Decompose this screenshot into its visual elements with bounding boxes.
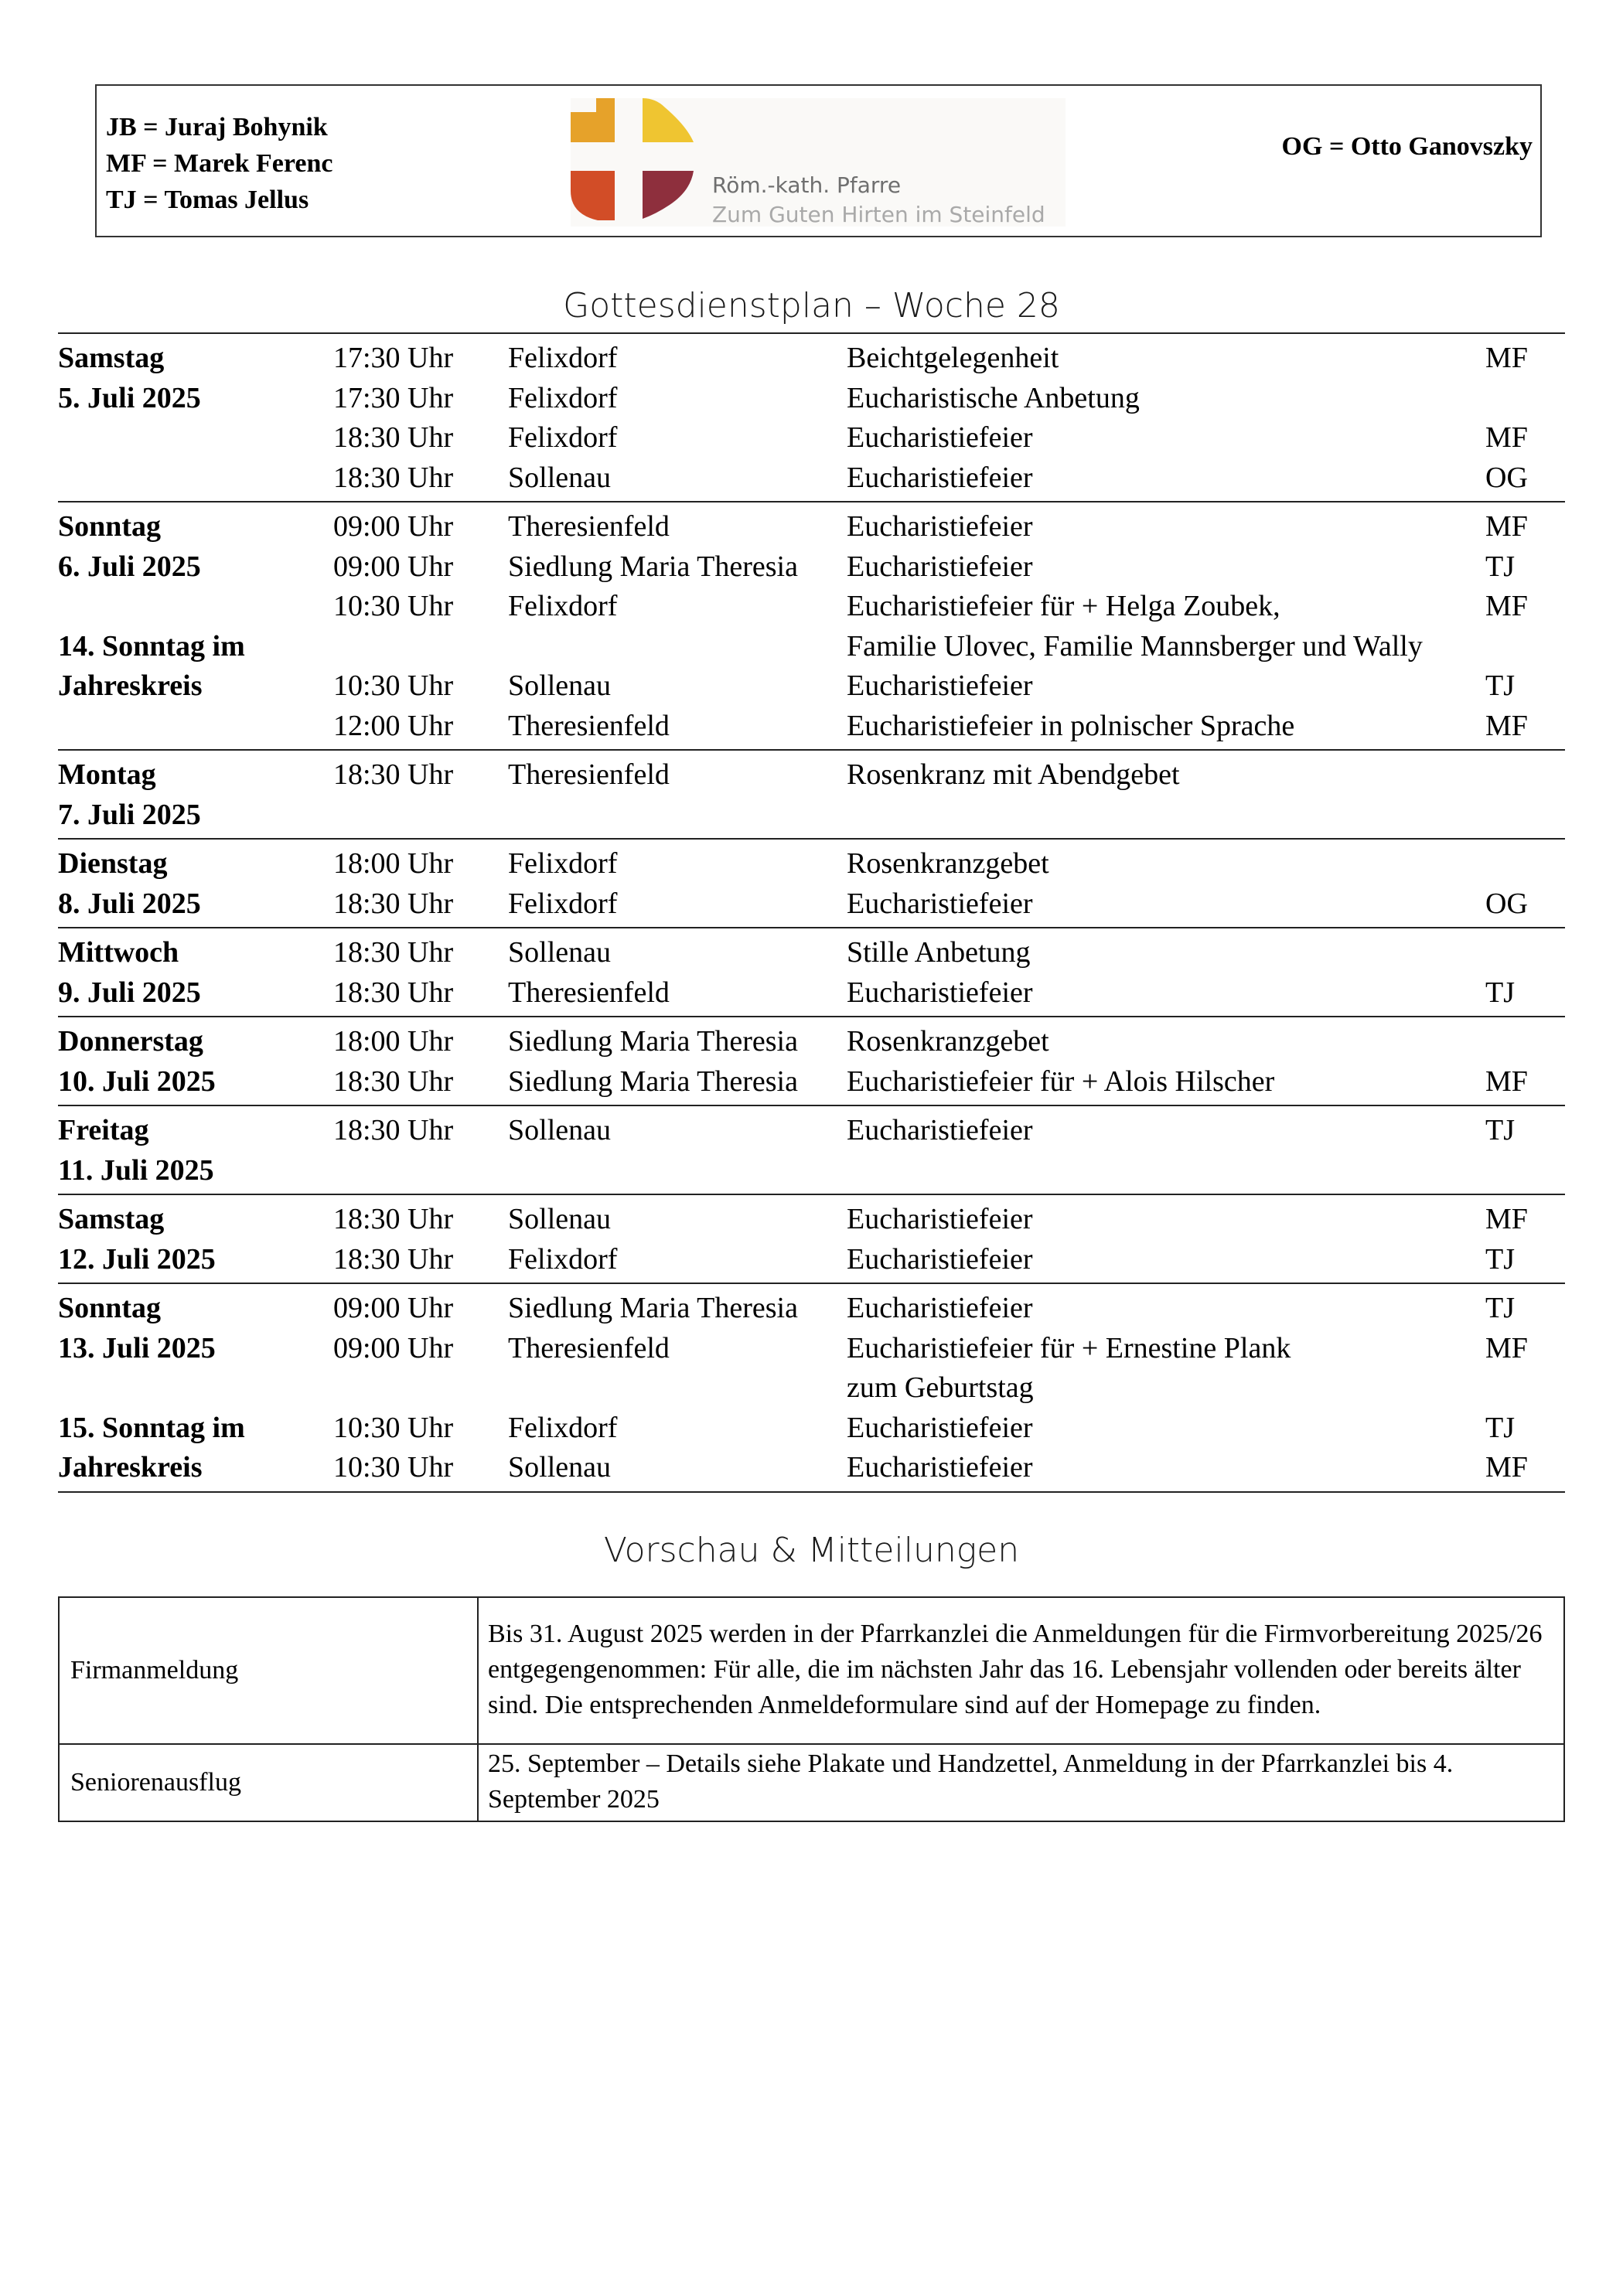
event-cell: Eucharistiefeier [847, 421, 1033, 454]
event-cell: Eucharistiefeier [847, 1114, 1033, 1146]
priest-cell: MF [1485, 421, 1528, 454]
schedule-row [58, 627, 1565, 667]
place-cell: Theresienfeld [508, 709, 670, 742]
schedule-row [58, 1022, 1565, 1062]
schedule-row [58, 587, 1565, 627]
day-cell: Sonntag [58, 510, 162, 543]
time-cell: 18:30 Uhr [333, 1242, 454, 1276]
notices-title: Vorschau & Mitteilungen [603, 1531, 1020, 1570]
event-cell: Eucharistiefeier [847, 1451, 1033, 1484]
event-cell: Eucharistiefeier [847, 669, 1033, 702]
priest-cell: MF [1485, 1331, 1528, 1364]
schedule-row [58, 1200, 1565, 1240]
schedule-row [58, 507, 1565, 547]
schedule-row [58, 1409, 1565, 1449]
day-group [58, 1017, 1565, 1106]
notice-row [59, 1597, 1564, 1744]
notice-text: 25. September – Details siehe Plakate und Handzettel, Anmeldung in der Pfarrkanzlei bis 4. September 2025 [478, 1744, 1564, 1821]
parish-logo [571, 98, 1066, 227]
schedule-title: Gottesdienstplan – Woche 28 [563, 286, 1060, 325]
place-cell: Felixdorf [508, 342, 618, 374]
priest-cell: TJ [1485, 1292, 1515, 1324]
event-cell: Eucharistiefeier [847, 976, 1033, 1009]
schedule-row [58, 1062, 1565, 1102]
priest-cell: TJ [1485, 1114, 1515, 1146]
place-cell: Siedlung Maria Theresia [508, 1025, 798, 1058]
schedule-row [58, 707, 1565, 747]
priest-cell: MF [1485, 1065, 1528, 1098]
event-cell: Eucharistiefeier [847, 510, 1033, 543]
event-cell: Eucharistiefeier für + Ernestine Plank [847, 1331, 1291, 1364]
day-cell: 9. Juli 2025 [58, 976, 201, 1009]
place-cell: Sollenau [508, 936, 611, 969]
time-cell: 18:30 Uhr [333, 421, 454, 454]
day-cell: 13. Juli 2025 [58, 1331, 216, 1364]
place-cell: Siedlung Maria Theresia [508, 1292, 798, 1324]
schedule-row [58, 1368, 1565, 1409]
day-cell: 10. Juli 2025 [58, 1065, 216, 1098]
priest-cell: OG [1485, 887, 1528, 920]
event-cell: Familie Ulovec, Familie Mannsberger und Wally [847, 629, 1423, 663]
day-group [58, 840, 1565, 928]
legend-entry: TJ = Tomas Jellus [106, 186, 309, 214]
time-cell: 10:30 Uhr [333, 669, 454, 702]
day-cell: 6. Juli 2025 [58, 550, 201, 583]
place-cell: Sollenau [508, 1114, 611, 1146]
place-cell: Felixdorf [508, 847, 618, 880]
notice-title: Seniorenausflug [59, 1744, 478, 1821]
place-cell: Theresienfeld [508, 1331, 670, 1364]
notice-title: Firmanmeldung [59, 1597, 478, 1744]
day-group [58, 928, 1565, 1017]
time-cell: 18:00 Uhr [333, 1025, 454, 1058]
place-cell: Sollenau [508, 1451, 611, 1484]
legend-entry: MF = Marek Ferenc [106, 149, 333, 178]
event-cell: Eucharistiefeier [847, 461, 1033, 494]
event-cell: Eucharistiefeier [847, 1203, 1033, 1235]
day-cell: Mittwoch [58, 936, 179, 969]
day-group [58, 502, 1565, 751]
schedule-row [58, 339, 1565, 379]
day-cell: Donnerstag [58, 1025, 203, 1058]
event-cell: Beichtgelegenheit [847, 342, 1059, 374]
time-cell: 18:30 Uhr [333, 976, 454, 1009]
time-cell: 18:30 Uhr [333, 887, 454, 920]
priest-cell: OG [1485, 461, 1528, 494]
schedule-row [58, 844, 1565, 884]
notice-text: Bis 31. August 2025 werden in der Pfarrkanzlei die Anmeldungen für die Firmvorbereitung 2025/26 entgegengenommen: Für alle, die im nächsten Jahr das 16. Lebensjahr vollenden oder bereits älter sind. Die entsprechenden Anmeldeformulare sind auf der Homepage zu finden. [478, 1597, 1564, 1744]
day-group [58, 1195, 1565, 1284]
day-cell: 8. Juli 2025 [58, 887, 201, 920]
time-cell: 17:30 Uhr [333, 381, 454, 414]
time-cell: 18:30 Uhr [333, 1065, 454, 1098]
schedule-row [58, 884, 1565, 925]
schedule-table [58, 332, 1565, 1493]
event-cell: Eucharistiefeier für + Helga Zoubek, [847, 590, 1280, 622]
schedule-row [58, 1151, 1565, 1191]
time-cell: 18:00 Uhr [333, 847, 454, 880]
schedule-row [58, 973, 1565, 1013]
schedule-row [58, 418, 1565, 458]
priest-cell: MF [1485, 1451, 1528, 1484]
priest-legend-right: OG = Otto Ganovszky [1281, 132, 1533, 161]
schedule-row [58, 933, 1565, 973]
legend-entry: JB = Juraj Bohynik [106, 113, 328, 141]
header-box [95, 84, 1542, 237]
schedule-row [58, 755, 1565, 795]
schedule-row [58, 795, 1565, 836]
priest-cell: TJ [1485, 1411, 1515, 1444]
priest-cell: TJ [1485, 669, 1515, 702]
priest-cell: TJ [1485, 1242, 1515, 1276]
day-cell: Montag [58, 758, 156, 791]
day-cell: Samstag [58, 1203, 165, 1235]
event-cell: Rosenkranz mit Abendgebet [847, 758, 1180, 791]
day-cell: 12. Juli 2025 [58, 1242, 216, 1276]
event-cell: Eucharistiefeier in polnischer Sprache [847, 709, 1295, 742]
place-cell: Sollenau [508, 669, 611, 702]
event-cell: Eucharistiefeier [847, 1242, 1033, 1276]
event-cell: Eucharistiefeier für + Alois Hilscher [847, 1065, 1275, 1098]
place-cell: Siedlung Maria Theresia [508, 550, 798, 583]
logo-title: Röm.-kath. Pfarre [712, 172, 902, 198]
schedule-row [58, 1111, 1565, 1151]
priest-cell: MF [1485, 342, 1528, 374]
day-group [58, 334, 1565, 502]
place-cell: Theresienfeld [508, 510, 670, 543]
day-group [58, 1284, 1565, 1493]
day-cell: Jahreskreis [58, 669, 203, 702]
day-cell: 15. Sonntag im [58, 1411, 245, 1444]
schedule-row [58, 379, 1565, 419]
day-cell: Jahreskreis [58, 1451, 203, 1484]
event-cell: Rosenkranzgebet [847, 1025, 1049, 1058]
priest-cell: TJ [1485, 550, 1515, 583]
day-group [58, 1106, 1565, 1195]
priest-cell: TJ [1485, 976, 1515, 1009]
schedule-row [58, 1329, 1565, 1369]
event-cell: Eucharistische Anbetung [847, 381, 1140, 414]
day-cell: 7. Juli 2025 [58, 798, 201, 831]
place-cell: Felixdorf [508, 887, 618, 920]
day-cell: Samstag [58, 342, 165, 374]
time-cell: 10:30 Uhr [333, 1451, 454, 1484]
place-cell: Sollenau [508, 461, 611, 494]
event-cell: Eucharistiefeier [847, 550, 1033, 583]
place-cell: Theresienfeld [508, 976, 670, 1009]
place-cell: Felixdorf [508, 421, 618, 454]
place-cell: Siedlung Maria Theresia [508, 1065, 798, 1098]
place-cell: Felixdorf [508, 590, 618, 622]
priest-cell: MF [1485, 709, 1528, 742]
place-cell: Theresienfeld [508, 758, 670, 791]
event-cell: Eucharistiefeier [847, 1292, 1033, 1324]
schedule-row [58, 666, 1565, 707]
schedule-row [58, 547, 1565, 588]
day-cell: Dienstag [58, 847, 168, 880]
time-cell: 18:30 Uhr [333, 1114, 454, 1146]
place-cell: Felixdorf [508, 1242, 618, 1276]
time-cell: 18:30 Uhr [333, 1203, 454, 1235]
schedule-row [58, 1240, 1565, 1280]
time-cell: 09:00 Uhr [333, 1331, 454, 1364]
day-group [58, 751, 1565, 840]
event-cell: Rosenkranzgebet [847, 847, 1049, 880]
time-cell: 12:00 Uhr [333, 709, 454, 742]
schedule-row [58, 1448, 1565, 1488]
time-cell: 10:30 Uhr [333, 1411, 454, 1444]
priest-cell: MF [1485, 510, 1528, 543]
place-cell: Felixdorf [508, 381, 618, 414]
time-cell: 17:30 Uhr [333, 342, 454, 374]
event-cell: Eucharistiefeier [847, 887, 1033, 920]
priest-cell: MF [1485, 1203, 1528, 1235]
notice-row [59, 1744, 1564, 1821]
time-cell: 09:00 Uhr [333, 1292, 454, 1324]
logo-subtitle: Zum Guten Hirten im Steinfeld [712, 202, 1045, 227]
time-cell: 10:30 Uhr [333, 590, 454, 622]
priest-legend-left [106, 109, 332, 218]
notices-table [58, 1596, 1565, 1822]
time-cell: 18:30 Uhr [333, 758, 454, 791]
schedule-row [58, 458, 1565, 499]
time-cell: 18:30 Uhr [333, 461, 454, 494]
priest-cell: MF [1485, 590, 1528, 622]
event-cell: Stille Anbetung [847, 936, 1031, 969]
place-cell: Sollenau [508, 1203, 611, 1235]
day-cell: 5. Juli 2025 [58, 381, 201, 414]
time-cell: 18:30 Uhr [333, 936, 454, 969]
event-cell: zum Geburtstag [847, 1371, 1034, 1404]
event-cell: Eucharistiefeier [847, 1411, 1033, 1444]
day-cell: Sonntag [58, 1292, 162, 1324]
time-cell: 09:00 Uhr [333, 550, 454, 583]
day-cell: 14. Sonntag im [58, 629, 245, 663]
place-cell: Felixdorf [508, 1411, 618, 1444]
schedule-row [58, 1289, 1565, 1329]
day-cell: Freitag [58, 1114, 149, 1146]
time-cell: 09:00 Uhr [333, 510, 454, 543]
day-cell: 11. Juli 2025 [58, 1153, 214, 1187]
cross-logo-icon [571, 98, 710, 227]
